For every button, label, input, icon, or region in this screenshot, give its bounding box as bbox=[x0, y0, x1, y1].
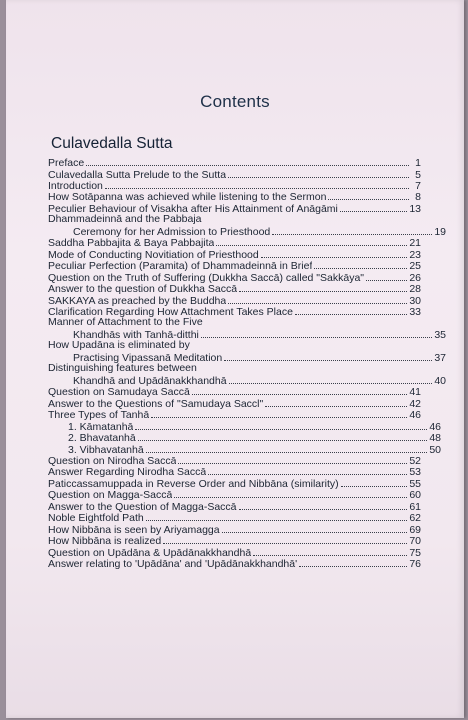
toc-page-number: 40 bbox=[434, 374, 446, 387]
table-of-contents bbox=[48, 157, 446, 571]
toc-entry bbox=[48, 225, 446, 238]
toc-entry bbox=[48, 351, 446, 364]
toc-entry-title: Answer to the Questions of "Samudaya Saccl" bbox=[48, 398, 264, 410]
dot-leader bbox=[146, 512, 408, 521]
toc-entry-title: Dhammadeinnā and the Pabbaja bbox=[48, 214, 202, 226]
dot-leader bbox=[146, 444, 428, 453]
toc-entry-title: Answer relating to 'Upādāna' and 'Upādānakkhandhā' bbox=[48, 559, 298, 571]
toc-page-number: 23 bbox=[409, 248, 421, 261]
dot-leader bbox=[328, 191, 409, 200]
toc-page-number: 26 bbox=[409, 271, 421, 284]
toc-entry bbox=[48, 432, 441, 444]
toc-entry-title: How Sotāpanna was achieved while listening to the Sermon bbox=[48, 192, 327, 204]
toc-page-number: 35 bbox=[434, 328, 446, 341]
toc-entry-title: Answer Regarding Nirodha Saccā bbox=[48, 467, 207, 479]
toc-page-number: 41 bbox=[409, 386, 421, 399]
toc-entry-title: 2. Bhavatanhā bbox=[68, 433, 136, 444]
toc-page-number: 19 bbox=[434, 225, 446, 238]
dot-leader bbox=[341, 478, 408, 487]
toc-page-number: 37 bbox=[434, 351, 446, 364]
toc-entry-title: Question on Magga-Saccā bbox=[48, 490, 173, 502]
toc-entry-title: Paticcassamuppada in Reverse Order and Nibbāna (similarity) bbox=[48, 478, 339, 490]
toc-entry-title: Khandhā and Upādānakkhandhā bbox=[73, 375, 227, 387]
toc-entry bbox=[48, 489, 421, 500]
dot-leader bbox=[261, 249, 408, 258]
toc-entry bbox=[48, 340, 421, 351]
toc-entry-title: Practising Vipassanā Meditation bbox=[73, 352, 223, 364]
dot-leader bbox=[174, 489, 407, 498]
toc-page-number: 42 bbox=[409, 397, 421, 410]
toc-entry bbox=[48, 524, 421, 535]
toc-entry-title: 3. Vibhavatanhā bbox=[68, 444, 144, 456]
toc-entry bbox=[48, 409, 421, 420]
toc-page-number: 53 bbox=[409, 466, 421, 479]
toc-entry bbox=[48, 317, 421, 328]
toc-page-number: 70 bbox=[409, 535, 421, 548]
toc-entry bbox=[48, 547, 421, 558]
dot-leader bbox=[239, 501, 408, 510]
toc-page-number: 48 bbox=[429, 432, 441, 444]
toc-page-number: 60 bbox=[409, 489, 421, 502]
dot-leader bbox=[253, 547, 407, 556]
toc-entry-title: Answer to the question of Dukkha Saccā bbox=[48, 284, 238, 296]
dot-leader bbox=[295, 306, 407, 315]
toc-page-number: 62 bbox=[409, 512, 421, 525]
dot-leader bbox=[224, 352, 432, 361]
dot-leader bbox=[239, 283, 407, 292]
toc-entry-title: Culavedalla Sutta Prelude to the Sutta bbox=[48, 169, 227, 181]
toc-entry-title: Khandhās with Tanhā-ditthi bbox=[73, 329, 199, 341]
toc-entry bbox=[48, 203, 421, 214]
toc-entry bbox=[48, 272, 421, 283]
toc-entry-title: Clarification Regarding How Attachment Takes Place bbox=[48, 307, 293, 319]
dot-leader bbox=[228, 169, 409, 178]
toc-page-number: 1 bbox=[415, 157, 421, 169]
toc-entry-title: Question on Upādāna & Upādānakkhandhā bbox=[48, 547, 252, 559]
dot-leader bbox=[208, 466, 407, 475]
dot-leader bbox=[192, 386, 407, 395]
dot-leader bbox=[272, 226, 432, 235]
dot-leader bbox=[86, 157, 409, 166]
toc-entry bbox=[48, 328, 446, 341]
toc-entry bbox=[48, 249, 421, 260]
toc-page-number: 76 bbox=[409, 558, 421, 571]
toc-entry-title: Noble Eightfold Path bbox=[48, 513, 144, 525]
toc-entry-title: How Nibbāna is seen by Ariyamagga bbox=[48, 524, 220, 536]
toc-entry-title: Preface bbox=[48, 158, 85, 169]
toc-page-number: 21 bbox=[409, 237, 421, 250]
toc-entry-title: Introduction bbox=[48, 180, 103, 192]
dot-leader bbox=[135, 421, 427, 430]
toc-page-number: 28 bbox=[409, 283, 421, 296]
toc-entry bbox=[48, 169, 421, 180]
toc-entry-title: Peculier Behaviour of Visakha after His Attainment of Anāgāmi bbox=[48, 203, 338, 215]
toc-page-number: 7 bbox=[415, 179, 421, 192]
page-title: Contents bbox=[200, 92, 270, 111]
toc-entry bbox=[48, 374, 446, 387]
toc-page-number: 13 bbox=[409, 202, 421, 215]
toc-entry bbox=[48, 466, 421, 478]
toc-entry-title: Ceremony for her Admission to Priesthood bbox=[73, 226, 271, 238]
toc-entry-title: Saddha Pabbajita & Baya Pabbajita bbox=[48, 238, 215, 250]
dot-leader bbox=[229, 375, 433, 384]
dot-leader bbox=[216, 237, 407, 246]
dot-leader bbox=[265, 398, 407, 407]
toc-entry bbox=[48, 443, 441, 456]
dot-leader bbox=[151, 409, 407, 418]
toc-entry bbox=[48, 420, 441, 433]
toc-entry-title: Distinguishing features between bbox=[48, 363, 197, 375]
toc-entry-title: How Upadāna is eliminated by bbox=[48, 340, 190, 352]
dot-leader bbox=[163, 535, 407, 544]
toc-page-number: 52 bbox=[409, 454, 421, 467]
dot-leader bbox=[314, 260, 407, 269]
toc-entry-title: Question on Samudaya Saccā bbox=[48, 387, 190, 399]
toc-page-number: 25 bbox=[409, 260, 421, 273]
toc-entry-title: Peculiar Perfection (Paramita) of Dhammadeinnā in Brief bbox=[48, 261, 313, 273]
dot-leader bbox=[178, 455, 407, 464]
toc-page-number: 55 bbox=[409, 477, 421, 490]
toc-entry bbox=[48, 283, 421, 294]
toc-page-number: 61 bbox=[409, 500, 421, 513]
toc-entry bbox=[48, 180, 421, 191]
toc-page-number: 30 bbox=[409, 294, 421, 307]
toc-entry bbox=[48, 306, 421, 317]
toc-entry bbox=[48, 455, 421, 466]
toc-entry bbox=[48, 386, 421, 397]
toc-entry bbox=[48, 501, 421, 513]
toc-entry bbox=[48, 295, 421, 307]
dot-leader bbox=[228, 295, 407, 304]
toc-entry-title: Three Types of Tanhā bbox=[48, 410, 150, 422]
toc-entry-title: Answer to the Question of Magga-Saccā bbox=[48, 501, 237, 513]
dot-leader bbox=[201, 329, 432, 338]
toc-entry bbox=[48, 558, 421, 569]
dot-leader bbox=[105, 180, 409, 189]
toc-entry bbox=[48, 478, 421, 489]
toc-entry bbox=[48, 260, 421, 272]
toc-page-number: 69 bbox=[409, 523, 421, 536]
toc-entry-title: How Nibbāna is realized bbox=[48, 536, 162, 548]
book-page bbox=[6, 0, 464, 718]
toc-entry-title: Mode of Conducting Novitiation of Priesthood bbox=[48, 249, 259, 261]
toc-entry bbox=[48, 535, 421, 547]
toc-entry-title: Question on Nirodha Saccā bbox=[48, 455, 177, 467]
toc-page-number: 5 bbox=[415, 168, 421, 181]
toc-entry bbox=[48, 237, 421, 248]
toc-entry bbox=[48, 512, 421, 523]
toc-entry bbox=[48, 398, 421, 410]
dot-leader bbox=[222, 524, 408, 533]
toc-entry bbox=[48, 157, 421, 169]
dot-leader bbox=[299, 558, 407, 567]
toc-page-number: 75 bbox=[409, 546, 421, 559]
toc-page-number: 46 bbox=[409, 409, 421, 422]
toc-page-number: 50 bbox=[429, 443, 441, 456]
toc-entry-title: 1. Kāmatanhā bbox=[68, 421, 134, 433]
toc-entry bbox=[48, 191, 421, 203]
dot-leader bbox=[340, 203, 407, 212]
toc-entry bbox=[48, 363, 421, 375]
toc-entry-title: Question on the Truth of Suffering (Dukkha Saccā) called "Sakkāya" bbox=[48, 272, 365, 284]
toc-entry bbox=[48, 214, 421, 225]
toc-page-number: 8 bbox=[415, 191, 421, 204]
section-title: Culavedalla Sutta bbox=[51, 135, 173, 152]
toc-page-number: 46 bbox=[429, 420, 441, 433]
toc-page-number: 33 bbox=[409, 306, 421, 319]
toc-entry-title: SAKKAYA as preached by the Buddha bbox=[48, 295, 227, 307]
dot-leader bbox=[138, 432, 428, 441]
toc-entry-title: Manner of Attachment to the Five bbox=[48, 317, 203, 329]
dot-leader bbox=[366, 272, 407, 281]
